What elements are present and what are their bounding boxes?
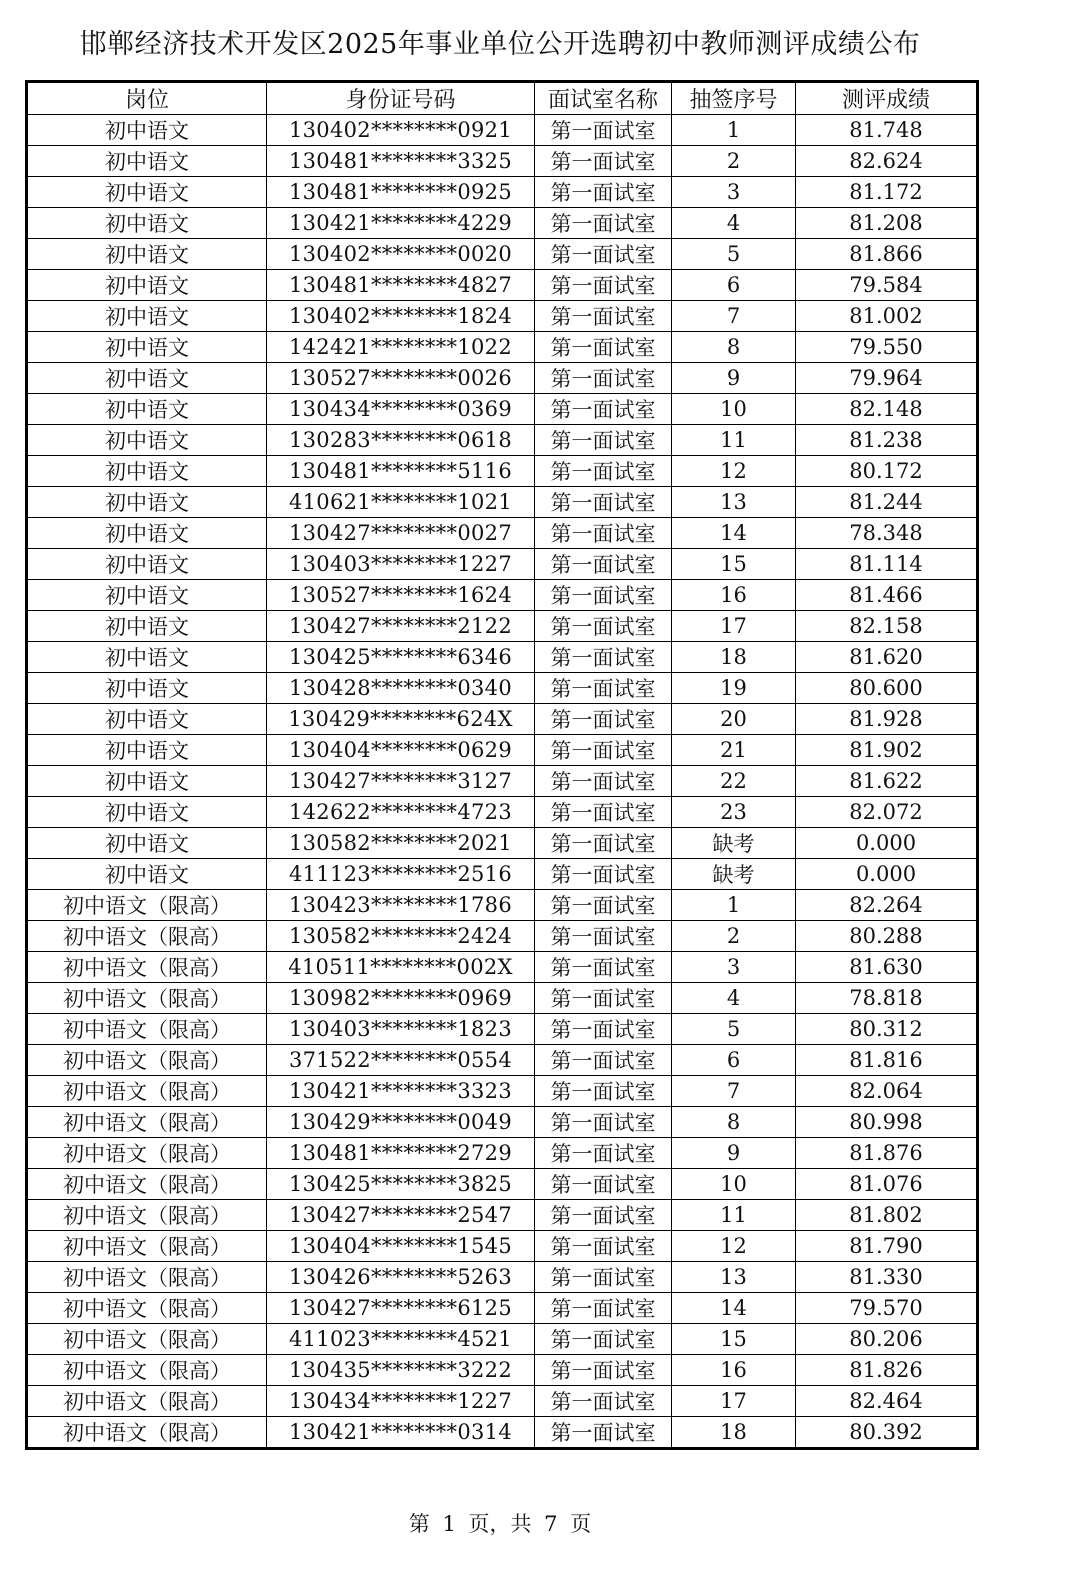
position-cell: 初中语文 [27, 332, 267, 363]
position-cell: 初中语文（限高） [27, 983, 267, 1014]
draw-number-cell: 17 [672, 611, 796, 642]
table-row [27, 1417, 978, 1449]
id-number-cell: 130423********1786 [267, 890, 535, 921]
room-name-cell: 第一面试室 [535, 239, 672, 270]
room-name-cell: 第一面试室 [535, 704, 672, 735]
table-row [27, 1355, 978, 1386]
table-row [27, 1293, 978, 1324]
position-cell: 初中语文 [27, 673, 267, 704]
id-number-cell: 371522********0554 [267, 1045, 535, 1076]
position-cell: 初中语文（限高） [27, 890, 267, 921]
score-cell: 81.076 [796, 1169, 978, 1200]
room-name-cell: 第一面试室 [535, 425, 672, 456]
score-cell: 81.620 [796, 642, 978, 673]
score-cell: 82.072 [796, 797, 978, 828]
draw-number-cell: 12 [672, 456, 796, 487]
score-cell: 0.000 [796, 859, 978, 890]
room-name-cell: 第一面试室 [535, 1045, 672, 1076]
draw-number-cell: 3 [672, 952, 796, 983]
draw-number-cell: 缺考 [672, 859, 796, 890]
position-cell: 初中语文（限高） [27, 1169, 267, 1200]
table-row [27, 1076, 978, 1107]
score-cell: 81.114 [796, 549, 978, 580]
draw-number-cell: 4 [672, 208, 796, 239]
score-cell: 81.748 [796, 115, 978, 146]
draw-number-cell: 2 [672, 921, 796, 952]
id-number-cell: 130582********2424 [267, 921, 535, 952]
room-name-cell: 第一面试室 [535, 146, 672, 177]
room-name-cell: 第一面试室 [535, 208, 672, 239]
table-row [27, 890, 978, 921]
draw-number-cell: 9 [672, 1138, 796, 1169]
id-number-cell: 130421********0314 [267, 1417, 535, 1449]
draw-number-cell: 21 [672, 735, 796, 766]
position-cell: 初中语文（限高） [27, 1045, 267, 1076]
room-name-cell: 第一面试室 [535, 735, 672, 766]
draw-number-cell: 14 [672, 1293, 796, 1324]
draw-number-cell: 3 [672, 177, 796, 208]
position-cell: 初中语文（限高） [27, 1200, 267, 1231]
position-cell: 初中语文 [27, 487, 267, 518]
id-number-cell: 142622********4723 [267, 797, 535, 828]
position-cell: 初中语文（限高） [27, 1138, 267, 1169]
draw-number-cell: 6 [672, 270, 796, 301]
draw-number-cell: 8 [672, 332, 796, 363]
room-name-cell: 第一面试室 [535, 1293, 672, 1324]
room-name-cell: 第一面试室 [535, 549, 672, 580]
room-name-cell: 第一面试室 [535, 859, 672, 890]
score-cell: 80.288 [796, 921, 978, 952]
position-cell: 初中语文 [27, 735, 267, 766]
table-row [27, 208, 978, 239]
room-name-cell: 第一面试室 [535, 332, 672, 363]
score-cell: 79.964 [796, 363, 978, 394]
score-cell: 81.876 [796, 1138, 978, 1169]
draw-number-cell: 1 [672, 115, 796, 146]
score-cell: 81.002 [796, 301, 978, 332]
draw-number-cell: 18 [672, 1417, 796, 1449]
draw-number-cell: 18 [672, 642, 796, 673]
id-number-cell: 142421********1022 [267, 332, 535, 363]
room-name-cell: 第一面试室 [535, 115, 672, 146]
table-row [27, 766, 978, 797]
id-number-cell: 130402********1824 [267, 301, 535, 332]
draw-number-cell: 14 [672, 518, 796, 549]
draw-number-cell: 13 [672, 1262, 796, 1293]
table-row [27, 456, 978, 487]
position-cell: 初中语文 [27, 549, 267, 580]
position-cell: 初中语文（限高） [27, 1231, 267, 1262]
id-number-cell: 130427********3127 [267, 766, 535, 797]
draw-number-cell: 7 [672, 301, 796, 332]
table-row [27, 1200, 978, 1231]
table-row [27, 239, 978, 270]
draw-number-cell: 5 [672, 1014, 796, 1045]
position-cell: 初中语文 [27, 828, 267, 859]
table-row [27, 611, 978, 642]
score-cell: 80.600 [796, 673, 978, 704]
table-row [27, 983, 978, 1014]
table-row [27, 146, 978, 177]
score-cell: 0.000 [796, 828, 978, 859]
score-cell: 82.464 [796, 1386, 978, 1417]
table-row [27, 1169, 978, 1200]
id-number-cell: 130429********0049 [267, 1107, 535, 1138]
id-number-cell: 130434********0369 [267, 394, 535, 425]
draw-number-cell: 15 [672, 549, 796, 580]
room-name-cell: 第一面试室 [535, 766, 672, 797]
room-name-cell: 第一面试室 [535, 518, 672, 549]
score-cell: 81.802 [796, 1200, 978, 1231]
table-row [27, 642, 978, 673]
position-cell: 初中语文 [27, 642, 267, 673]
position-cell: 初中语文（限高） [27, 1293, 267, 1324]
position-cell: 初中语文（限高） [27, 952, 267, 983]
position-cell: 初中语文 [27, 177, 267, 208]
id-number-cell: 130283********0618 [267, 425, 535, 456]
score-cell: 81.330 [796, 1262, 978, 1293]
id-number-cell: 130481********5116 [267, 456, 535, 487]
id-number-cell: 130403********1227 [267, 549, 535, 580]
draw-number-cell: 5 [672, 239, 796, 270]
position-cell: 初中语文（限高） [27, 1014, 267, 1045]
room-name-cell: 第一面试室 [535, 642, 672, 673]
draw-number-cell: 19 [672, 673, 796, 704]
score-cell: 81.172 [796, 177, 978, 208]
score-cell: 82.624 [796, 146, 978, 177]
score-cell: 81.622 [796, 766, 978, 797]
score-cell: 82.064 [796, 1076, 978, 1107]
id-number-cell: 130434********1227 [267, 1386, 535, 1417]
room-name-cell: 第一面试室 [535, 1324, 672, 1355]
table-row [27, 735, 978, 766]
draw-number-cell: 9 [672, 363, 796, 394]
room-name-cell: 第一面试室 [535, 1169, 672, 1200]
room-name-cell: 第一面试室 [535, 828, 672, 859]
header-score: 测评成绩 [796, 82, 978, 115]
position-cell: 初中语文（限高） [27, 1355, 267, 1386]
table-row [27, 518, 978, 549]
room-name-cell: 第一面试室 [535, 580, 672, 611]
id-number-cell: 130425********6346 [267, 642, 535, 673]
room-name-cell: 第一面试室 [535, 797, 672, 828]
id-number-cell: 130402********0020 [267, 239, 535, 270]
table-row [27, 1324, 978, 1355]
room-name-cell: 第一面试室 [535, 177, 672, 208]
room-name-cell: 第一面试室 [535, 983, 672, 1014]
score-cell: 81.466 [796, 580, 978, 611]
table-row [27, 363, 978, 394]
score-cell: 81.816 [796, 1045, 978, 1076]
table-row [27, 1014, 978, 1045]
draw-number-cell: 11 [672, 1200, 796, 1231]
position-cell: 初中语文 [27, 146, 267, 177]
room-name-cell: 第一面试室 [535, 1107, 672, 1138]
draw-number-cell: 22 [672, 766, 796, 797]
room-name-cell: 第一面试室 [535, 1231, 672, 1262]
position-cell: 初中语文 [27, 456, 267, 487]
table-row [27, 1231, 978, 1262]
id-number-cell: 130427********0027 [267, 518, 535, 549]
score-cell: 81.238 [796, 425, 978, 456]
table-row [27, 332, 978, 363]
position-cell: 初中语文 [27, 518, 267, 549]
score-cell: 81.928 [796, 704, 978, 735]
score-cell: 79.584 [796, 270, 978, 301]
draw-number-cell: 15 [672, 1324, 796, 1355]
score-cell: 81.244 [796, 487, 978, 518]
table-row [27, 1386, 978, 1417]
score-cell: 78.818 [796, 983, 978, 1014]
id-number-cell: 130481********3325 [267, 146, 535, 177]
position-cell: 初中语文（限高） [27, 1324, 267, 1355]
room-name-cell: 第一面试室 [535, 301, 672, 332]
id-number-cell: 410621********1021 [267, 487, 535, 518]
table-header-row [27, 82, 978, 115]
room-name-cell: 第一面试室 [535, 487, 672, 518]
position-cell: 初中语文（限高） [27, 1386, 267, 1417]
room-name-cell: 第一面试室 [535, 890, 672, 921]
draw-number-cell: 缺考 [672, 828, 796, 859]
draw-number-cell: 16 [672, 580, 796, 611]
draw-number-cell: 8 [672, 1107, 796, 1138]
score-cell: 79.570 [796, 1293, 978, 1324]
position-cell: 初中语文（限高） [27, 1107, 267, 1138]
position-cell: 初中语文 [27, 270, 267, 301]
room-name-cell: 第一面试室 [535, 394, 672, 425]
table-row [27, 1262, 978, 1293]
id-number-cell: 130429********624X [267, 704, 535, 735]
table-row [27, 115, 978, 146]
position-cell: 初中语文 [27, 363, 267, 394]
draw-number-cell: 2 [672, 146, 796, 177]
score-cell: 81.866 [796, 239, 978, 270]
header-position: 岗位 [27, 82, 267, 115]
id-number-cell: 130426********5263 [267, 1262, 535, 1293]
position-cell: 初中语文 [27, 611, 267, 642]
id-number-cell: 411023********4521 [267, 1324, 535, 1355]
score-cell: 80.998 [796, 1107, 978, 1138]
table-row [27, 704, 978, 735]
score-table [25, 80, 979, 1450]
room-name-cell: 第一面试室 [535, 1355, 672, 1386]
score-cell: 82.158 [796, 611, 978, 642]
draw-number-cell: 23 [672, 797, 796, 828]
page-number: 第 1 页，共 7 页 [408, 1512, 592, 1536]
draw-number-cell: 7 [672, 1076, 796, 1107]
room-name-cell: 第一面试室 [535, 1386, 672, 1417]
room-name-cell: 第一面试室 [535, 673, 672, 704]
position-cell: 初中语文 [27, 115, 267, 146]
score-cell: 82.264 [796, 890, 978, 921]
table-row [27, 1138, 978, 1169]
id-number-cell: 130481********0925 [267, 177, 535, 208]
draw-number-cell: 17 [672, 1386, 796, 1417]
id-number-cell: 130527********1624 [267, 580, 535, 611]
position-cell: 初中语文（限高） [27, 1262, 267, 1293]
position-cell: 初中语文 [27, 580, 267, 611]
id-number-cell: 130527********0026 [267, 363, 535, 394]
table-row [27, 1045, 978, 1076]
room-name-cell: 第一面试室 [535, 1417, 672, 1449]
position-cell: 初中语文 [27, 239, 267, 270]
room-name-cell: 第一面试室 [535, 1138, 672, 1169]
id-number-cell: 130582********2021 [267, 828, 535, 859]
room-name-cell: 第一面试室 [535, 1262, 672, 1293]
draw-number-cell: 6 [672, 1045, 796, 1076]
draw-number-cell: 10 [672, 394, 796, 425]
table-row [27, 549, 978, 580]
id-number-cell: 130425********3825 [267, 1169, 535, 1200]
id-number-cell: 130404********1545 [267, 1231, 535, 1262]
table-row [27, 673, 978, 704]
position-cell: 初中语文 [27, 301, 267, 332]
id-number-cell: 411123********2516 [267, 859, 535, 890]
room-name-cell: 第一面试室 [535, 1014, 672, 1045]
id-number-cell: 130404********0629 [267, 735, 535, 766]
table-body [27, 115, 978, 1449]
id-number-cell: 130402********0921 [267, 115, 535, 146]
score-cell: 82.148 [796, 394, 978, 425]
id-number-cell: 130427********2122 [267, 611, 535, 642]
id-number-cell: 410511********002X [267, 952, 535, 983]
score-cell: 81.630 [796, 952, 978, 983]
page-title: 邯郸经济技术开发区2025年事业单位公开选聘初中教师测评成绩公布 [79, 29, 921, 60]
table-row [27, 797, 978, 828]
position-cell: 初中语文 [27, 394, 267, 425]
position-cell: 初中语文 [27, 797, 267, 828]
header-room-name: 面试室名称 [535, 82, 672, 115]
score-cell: 81.902 [796, 735, 978, 766]
table-row [27, 1107, 978, 1138]
room-name-cell: 第一面试室 [535, 1076, 672, 1107]
id-number-cell: 130982********0969 [267, 983, 535, 1014]
id-number-cell: 130421********4229 [267, 208, 535, 239]
score-cell: 80.206 [796, 1324, 978, 1355]
table-row [27, 952, 978, 983]
draw-number-cell: 11 [672, 425, 796, 456]
header-draw-number: 抽签序号 [672, 82, 796, 115]
draw-number-cell: 20 [672, 704, 796, 735]
table-row [27, 177, 978, 208]
position-cell: 初中语文（限高） [27, 921, 267, 952]
id-number-cell: 130435********3222 [267, 1355, 535, 1386]
table-row [27, 425, 978, 456]
room-name-cell: 第一面试室 [535, 456, 672, 487]
score-cell: 80.172 [796, 456, 978, 487]
table-row [27, 301, 978, 332]
score-cell: 80.312 [796, 1014, 978, 1045]
id-number-cell: 130428********0340 [267, 673, 535, 704]
id-number-cell: 130481********2729 [267, 1138, 535, 1169]
draw-number-cell: 1 [672, 890, 796, 921]
position-cell: 初中语文（限高） [27, 1417, 267, 1449]
room-name-cell: 第一面试室 [535, 611, 672, 642]
score-cell: 78.348 [796, 518, 978, 549]
id-number-cell: 130427********2547 [267, 1200, 535, 1231]
draw-number-cell: 10 [672, 1169, 796, 1200]
draw-number-cell: 16 [672, 1355, 796, 1386]
room-name-cell: 第一面试室 [535, 952, 672, 983]
draw-number-cell: 12 [672, 1231, 796, 1262]
table-row [27, 921, 978, 952]
score-cell: 81.826 [796, 1355, 978, 1386]
room-name-cell: 第一面试室 [535, 270, 672, 301]
position-cell: 初中语文 [27, 425, 267, 456]
score-cell: 80.392 [796, 1417, 978, 1449]
table-row [27, 859, 978, 890]
position-cell: 初中语文 [27, 704, 267, 735]
table-row [27, 580, 978, 611]
id-number-cell: 130421********3323 [267, 1076, 535, 1107]
table-row [27, 828, 978, 859]
id-number-cell: 130481********4827 [267, 270, 535, 301]
draw-number-cell: 13 [672, 487, 796, 518]
room-name-cell: 第一面试室 [535, 363, 672, 394]
draw-number-cell: 4 [672, 983, 796, 1014]
id-number-cell: 130403********1823 [267, 1014, 535, 1045]
table-row [27, 270, 978, 301]
position-cell: 初中语文 [27, 208, 267, 239]
position-cell: 初中语文 [27, 859, 267, 890]
id-number-cell: 130427********6125 [267, 1293, 535, 1324]
score-cell: 79.550 [796, 332, 978, 363]
table-row [27, 394, 978, 425]
position-cell: 初中语文（限高） [27, 1076, 267, 1107]
table-row [27, 487, 978, 518]
position-cell: 初中语文 [27, 766, 267, 797]
room-name-cell: 第一面试室 [535, 1200, 672, 1231]
room-name-cell: 第一面试室 [535, 921, 672, 952]
score-cell: 81.790 [796, 1231, 978, 1262]
header-id-number: 身份证号码 [267, 82, 535, 115]
score-cell: 81.208 [796, 208, 978, 239]
